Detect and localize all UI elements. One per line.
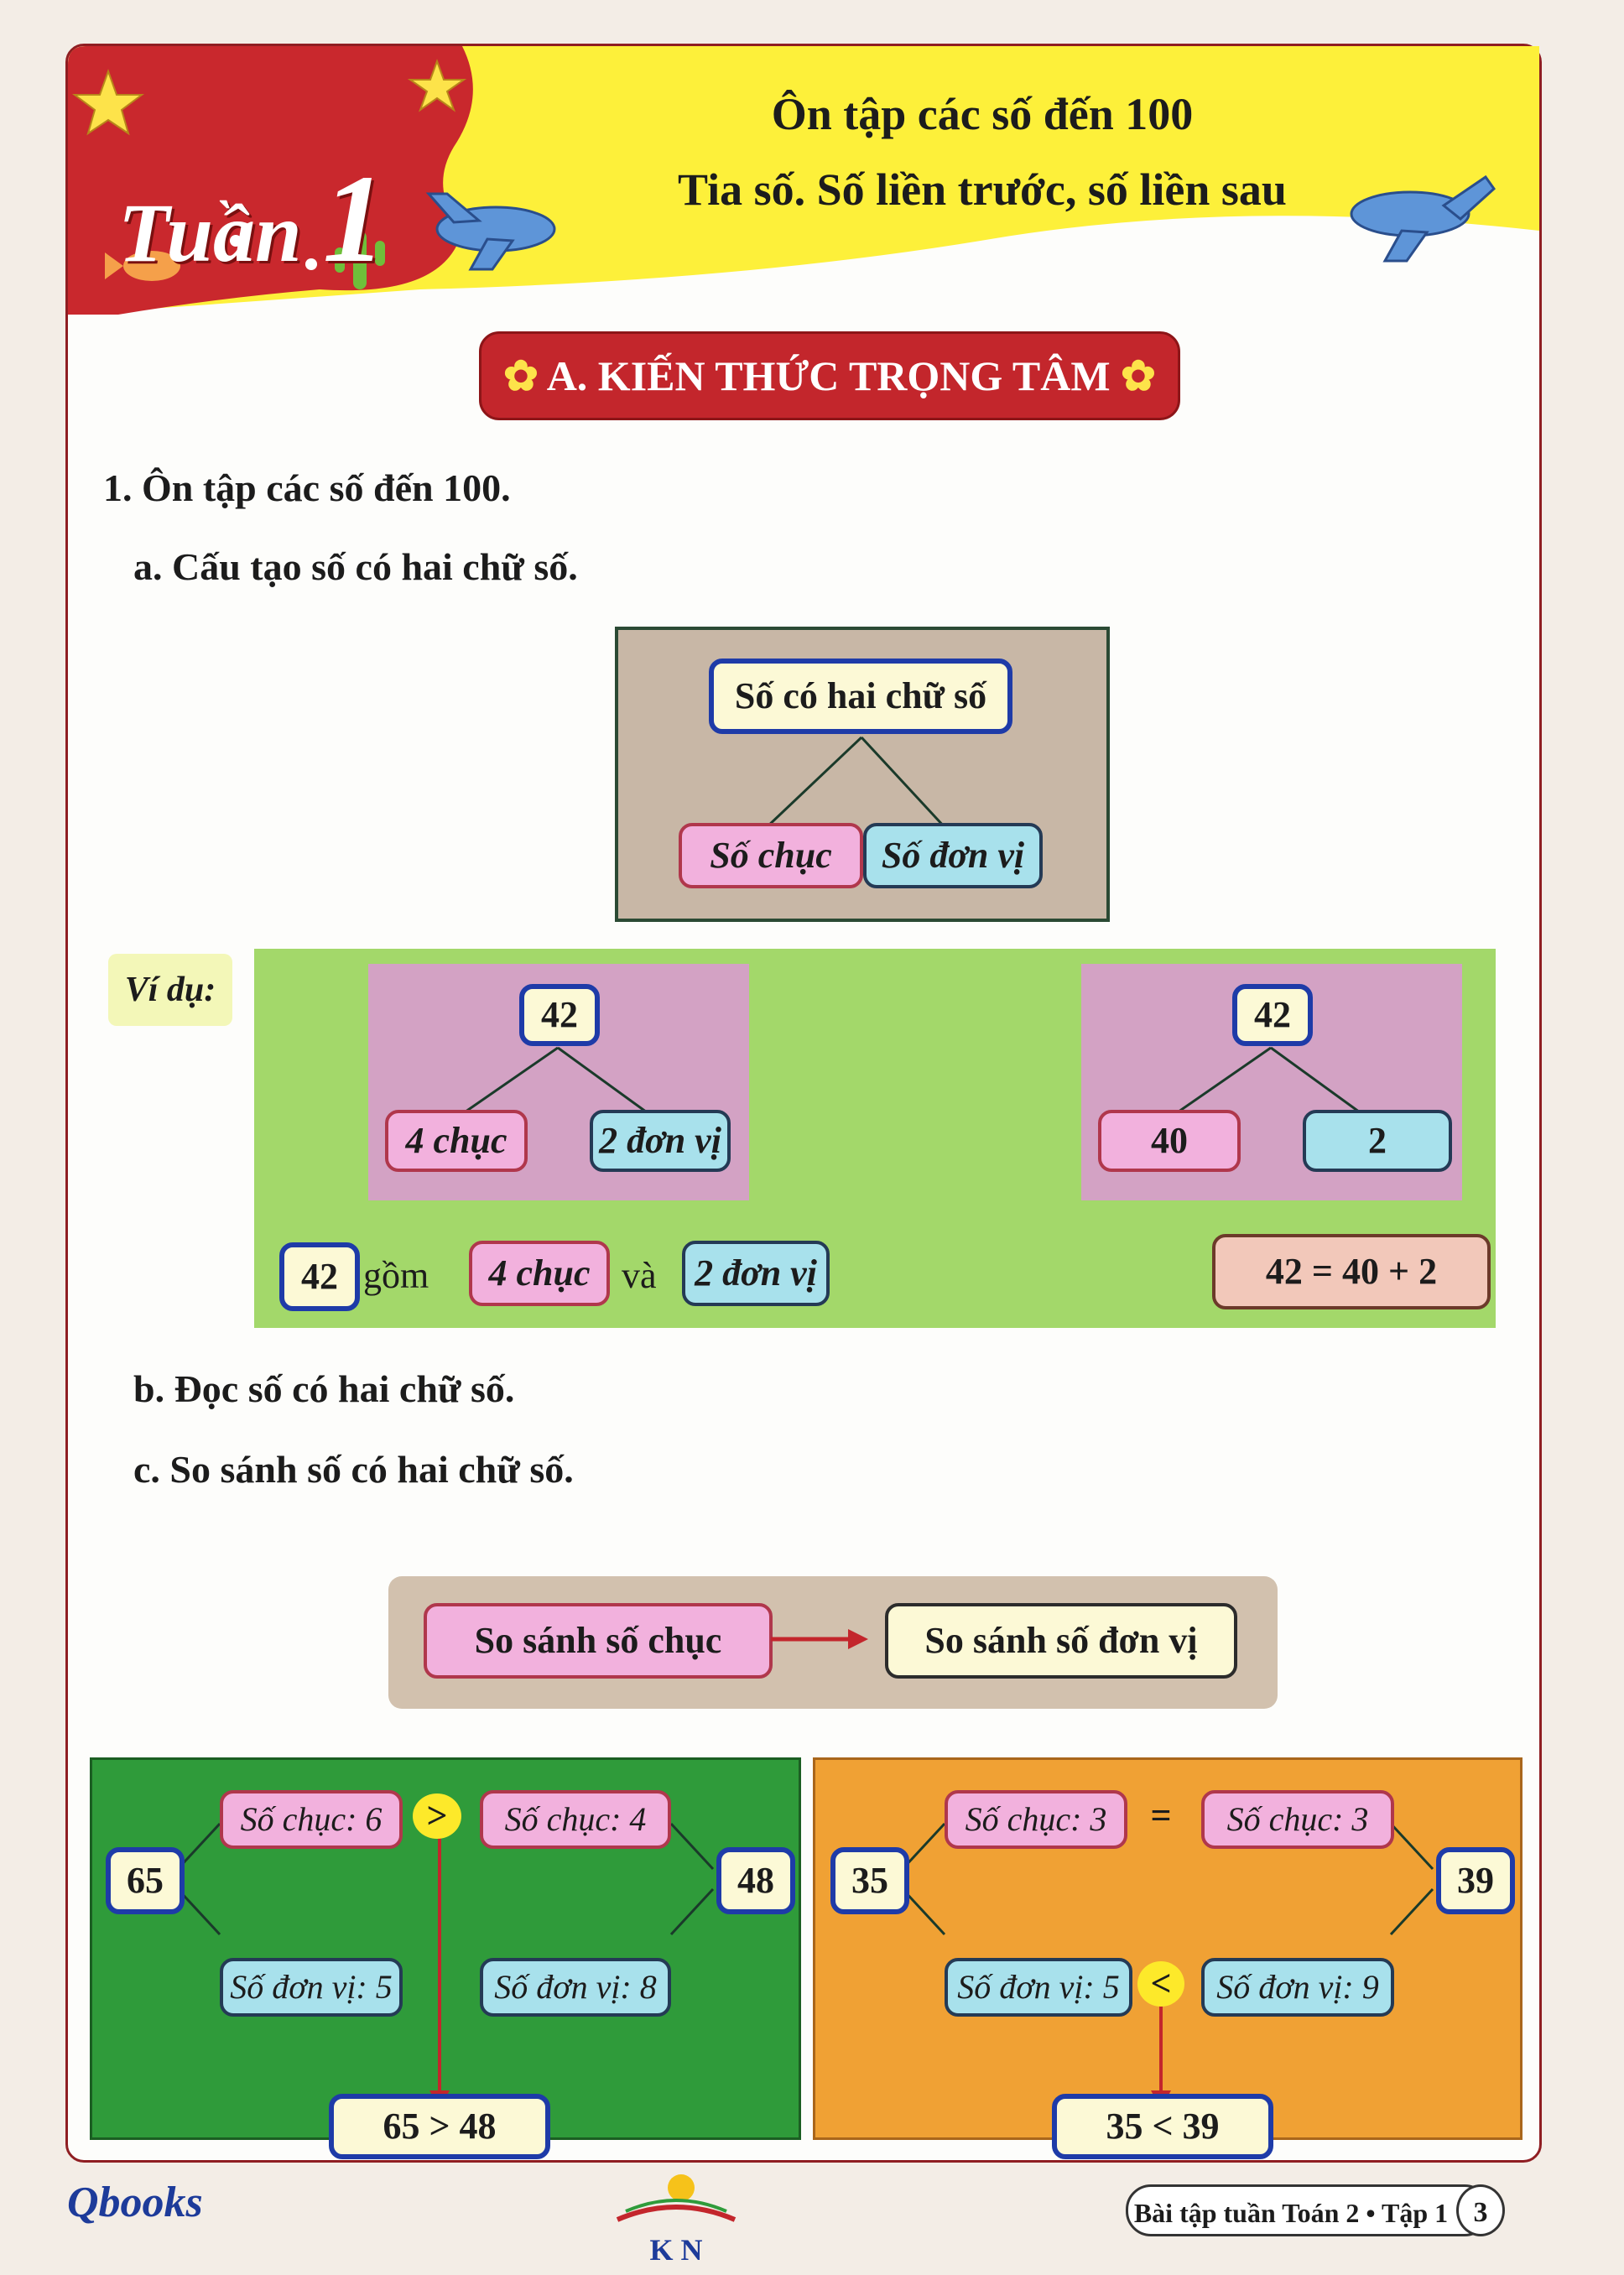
sentence-tens: 4 chục: [469, 1241, 610, 1306]
example-tree1-units: 2 đơn vị: [590, 1110, 731, 1172]
sentence-units: 2 đơn vị: [682, 1241, 830, 1306]
orange-left-number: 35: [830, 1847, 909, 1914]
section-heading-text: A. KIẾN THỨC TRỌNG TÂM: [546, 352, 1111, 399]
flower-icon: ✿: [503, 352, 539, 399]
orange-units-sign: <: [1137, 1961, 1184, 2007]
compare-step-units: So sánh số đơn vị: [885, 1603, 1237, 1679]
sentence-word-va: và: [622, 1255, 657, 1296]
page-number: 3: [1456, 2184, 1505, 2236]
week-word: Tuần: [118, 186, 302, 279]
page-frame: [65, 44, 1542, 2163]
orange-right-number: 39: [1436, 1847, 1515, 1914]
page-title-line2: Tia số. Số liền trước, số liền sau: [678, 164, 1287, 215]
green-tens-sign: >: [413, 1793, 461, 1839]
arrow-right-icon: [768, 1627, 870, 1652]
green-left-number: 65: [106, 1847, 185, 1914]
sentence-number: 42: [279, 1242, 360, 1311]
example-tree1-panel: [368, 964, 749, 1200]
page-title-line1: Ôn tập các số đến 100: [771, 89, 1194, 139]
orange-tens-left: Số chục: 3: [945, 1790, 1127, 1849]
flower-icon: ✿: [1121, 352, 1156, 399]
example-panel: [254, 949, 1496, 1328]
example-tree2-panel: [1081, 964, 1462, 1200]
example-label: Ví dụ:: [108, 954, 232, 1026]
orange-units-right: Số đơn vị: 9: [1201, 1958, 1394, 2017]
book-logo-icon: [609, 2169, 743, 2228]
item-1-label: 1. Ôn tập các số đến 100.: [103, 466, 511, 509]
orange-tens-sign: =: [1150, 1795, 1172, 1836]
tree-root: Số có hai chữ số: [709, 659, 1012, 734]
green-tens-right: Số chục: 4: [480, 1790, 671, 1849]
green-right-number: 48: [716, 1847, 795, 1914]
orange-tens-right: Số chục: 3: [1201, 1790, 1394, 1849]
example-tree1-tens: 4 chục: [385, 1110, 528, 1172]
tree-right-units: Số đơn vị: [863, 823, 1043, 888]
example-tree2-root: 42: [1232, 984, 1313, 1046]
brand-kn-text: K N: [649, 2233, 703, 2267]
item-1a-label: a. Cấu tạo số có hai chữ số.: [133, 545, 578, 588]
sentence-word-gom: gồm: [363, 1255, 429, 1296]
green-units-right: Số đơn vị: 8: [480, 1958, 671, 2017]
orange-result: 35 < 39: [1052, 2094, 1273, 2159]
compare-flow-panel: [388, 1576, 1278, 1709]
compare-green-panel: [90, 1757, 801, 2147]
brand-logo-qbooks: Qbooks: [67, 2179, 203, 2226]
example-tree2-tens: 40: [1098, 1110, 1241, 1172]
example-tree2-units: 2: [1303, 1110, 1452, 1172]
orange-units-left: Số đơn vị: 5: [945, 1958, 1132, 2017]
green-result: 65 > 48: [329, 2094, 550, 2159]
example-tree1-root: 42: [519, 984, 600, 1046]
tree-left-tens: Số chục: [679, 823, 863, 888]
example-equation: 42 = 40 + 2: [1212, 1234, 1491, 1309]
book-title-badge: Bài tập tuần Toán 2 • Tập 1: [1126, 2184, 1490, 2236]
item-1c-label: c. So sánh số có hai chữ số.: [133, 1448, 574, 1491]
structure-tree-panel: [615, 627, 1110, 922]
compare-orange-panel: [813, 1757, 1522, 2147]
item-1b-label: b. Đọc số có hai chữ số.: [133, 1367, 515, 1410]
green-tens-left: Số chục: 6: [220, 1790, 403, 1849]
week-number: 1: [322, 149, 386, 289]
green-units-left: Số đơn vị: 5: [220, 1958, 403, 2017]
week-label: [118, 147, 386, 291]
brand-logo-kn: [609, 2169, 743, 2267]
compare-step-tens: So sánh số chục: [424, 1603, 773, 1679]
section-heading: [479, 331, 1180, 420]
